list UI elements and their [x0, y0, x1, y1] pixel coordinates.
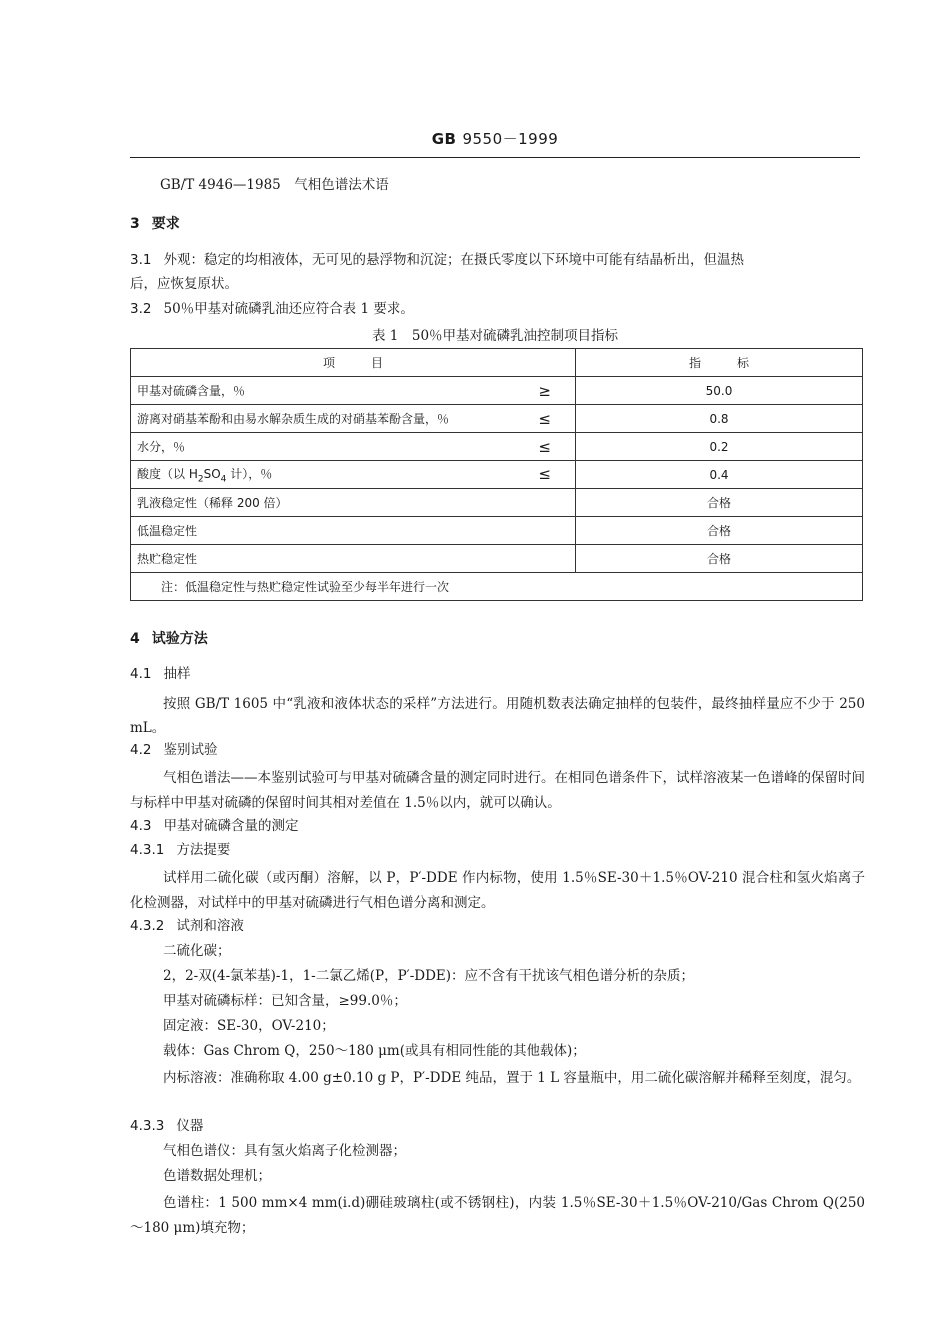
clause-4-2-title: 鉴别试验: [163, 742, 218, 758]
clause-4-2-body: 气相色谱法——本鉴别试验可与甲基对硫磷含量的测定同时进行。在相同色谱条件下，试样溶液某一色谱峰的保留时间与标样中甲基对硫磷的保留时间其相对差值在 1.5％以内，就可以确认。: [130, 770, 865, 811]
row-relation: ≤: [538, 437, 551, 456]
ref-line: GB/T 4946—1985 气相色谱法术语: [160, 177, 389, 193]
table-row: [131, 545, 863, 573]
header-code: 9550－1999: [462, 130, 559, 148]
row-value: 合格: [576, 489, 863, 517]
row-value: 0.2: [576, 433, 863, 461]
table-head-value: 指 标: [576, 349, 863, 377]
clause-3-2-num: 3.2: [130, 301, 152, 317]
clause-3-1-line1: 外观：稳定的均相液体，无可见的悬浮物和沉淀；在摄氏零度以下环境中可能有结晶析出，但温热: [163, 252, 744, 268]
table-row: [131, 489, 863, 517]
table-note: 注：低温稳定性与热贮稳定性试验至少每半年进行一次: [131, 573, 863, 601]
row-item: 酸度（以 $H_2SO_4$ 计），％: [137, 466, 273, 485]
clause-4-3-heading: [130, 816, 298, 836]
table-row: [131, 405, 863, 433]
row-item: 甲基对硫磷含量，％: [137, 384, 246, 398]
table-head-item: 项 目: [131, 349, 576, 377]
reagent-item: 二硫化碳；: [163, 943, 231, 959]
header-rule: [130, 157, 860, 158]
clause-4-1-heading: [130, 664, 190, 684]
reagent-item: 甲基对硫磷标样：已知含量，≥99.0％；: [163, 993, 407, 1009]
reagent-internal-standard: 内标溶液：准确称取 4.00 g±0.10 g P，P′-DDE 纯品，置于 1 L 容量瓶中，用二硫化碳溶解并稀释至刻度，混匀。: [163, 1070, 861, 1086]
clause-4-2-num: 4.2: [130, 742, 152, 758]
page-header: [130, 128, 860, 149]
table-row: [131, 517, 863, 545]
section-3-title: 要求: [151, 216, 180, 232]
row-value: 50.0: [576, 377, 863, 405]
clause-4-3-1-heading: [130, 840, 230, 860]
row-value: 合格: [576, 545, 863, 573]
section-4-title: 试验方法: [151, 631, 208, 647]
row-value: 合格: [576, 517, 863, 545]
clause-3-2-text: 50％甲基对硫磷乳油还应符合表 1 要求。: [163, 301, 414, 317]
row-item: 低温稳定性: [131, 517, 576, 545]
section-3-heading: [130, 213, 180, 233]
row-item: 游离对硝基苯酚和由易水解杂质生成的对硝基苯酚含量，％: [137, 412, 450, 426]
clause-4-3-1-num: 4.3.1: [130, 842, 165, 858]
table-header-row: [131, 349, 863, 377]
clause-3-1: [130, 250, 744, 270]
row-item: 水分，％: [137, 440, 186, 454]
section-4-num: 4: [130, 631, 140, 647]
table-note-row: [131, 573, 863, 601]
clause-3-2: [130, 299, 414, 319]
clause-4-1-body: 按照 GB/T 1605 中“乳液和液体状态的采样”方法进行。用随机数表法确定抽样的包装件，最终抽样量应不少于 250 mL。: [130, 696, 865, 736]
row-relation: ≥: [538, 381, 551, 400]
section-3-num: 3: [130, 216, 140, 232]
clause-3-1-num: 3.1: [130, 252, 152, 268]
clause-4-1-num: 4.1: [130, 666, 152, 682]
row-value: 0.8: [576, 405, 863, 433]
table-row: [131, 377, 863, 405]
clause-4-3-3-title: 仪器: [176, 1118, 204, 1134]
row-item: 乳液稳定性（稀释 200 倍）: [131, 489, 576, 517]
table-row: [131, 433, 863, 461]
clause-4-3-title: 甲基对硫磷含量的测定: [163, 818, 299, 834]
table-row: [131, 461, 863, 489]
apparatus-item: 气相色谱仪：具有氢火焰离子化检测器；: [163, 1143, 406, 1159]
reagent-item: 固定液：SE-30，OV-210；: [163, 1018, 335, 1034]
row-relation: ≤: [538, 465, 551, 484]
row-relation: ≤: [538, 409, 551, 428]
clause-4-3-3-heading: [130, 1116, 203, 1136]
clause-4-3-1-title: 方法提要: [176, 842, 231, 858]
clause-4-3-3-num: 4.3.3: [130, 1118, 165, 1134]
clause-4-2-heading: [130, 740, 217, 760]
clause-4-1-title: 抽样: [163, 666, 191, 682]
spec-table: [130, 348, 863, 601]
reagent-item: 2，2-双(4-氯苯基)-1，1-二氯乙烯(P，P′-DDE)：应不含有干扰该气相色谱分析的杂质；: [163, 968, 695, 984]
reagent-item: 载体：Gas Chrom Q，250～180 μm(或具有相同性能的其他载体)；: [163, 1043, 586, 1059]
table-caption: 表 1 50％甲基对硫磷乳油控制项目指标: [371, 328, 619, 344]
clause-4-3-num: 4.3: [130, 818, 152, 834]
apparatus-column: 色谱柱：1 500 mm×4 mm(i.d)硼硅玻璃柱(或不锈钢柱)，内装 1.5％SE-30＋1.5％OV-210/Gas Chrom Q(250～180 μm)填充物；: [130, 1195, 865, 1236]
clause-4-3-2-heading: [130, 916, 244, 936]
clause-4-3-1-body: 试样用二硫化碳（或丙酮）溶解，以 P，P′-DDE 作内标物，使用 1.5％SE-30＋1.5％OV-210 混合柱和氢火焰离子化检测器，对试样中的甲基对硫磷进行气相色谱分离和测定。: [130, 870, 865, 911]
section-4-heading: [130, 628, 208, 648]
apparatus-item: 色谱数据处理机；: [163, 1168, 271, 1184]
clause-4-3-2-num: 4.3.2: [130, 918, 165, 934]
row-value: 0.4: [576, 461, 863, 489]
clause-3-1-line2: 后，应恢复原状。: [130, 276, 238, 292]
clause-4-3-2-title: 试剂和溶液: [176, 918, 244, 934]
row-item: 热贮稳定性: [131, 545, 576, 573]
header-gb: GB: [431, 130, 457, 148]
